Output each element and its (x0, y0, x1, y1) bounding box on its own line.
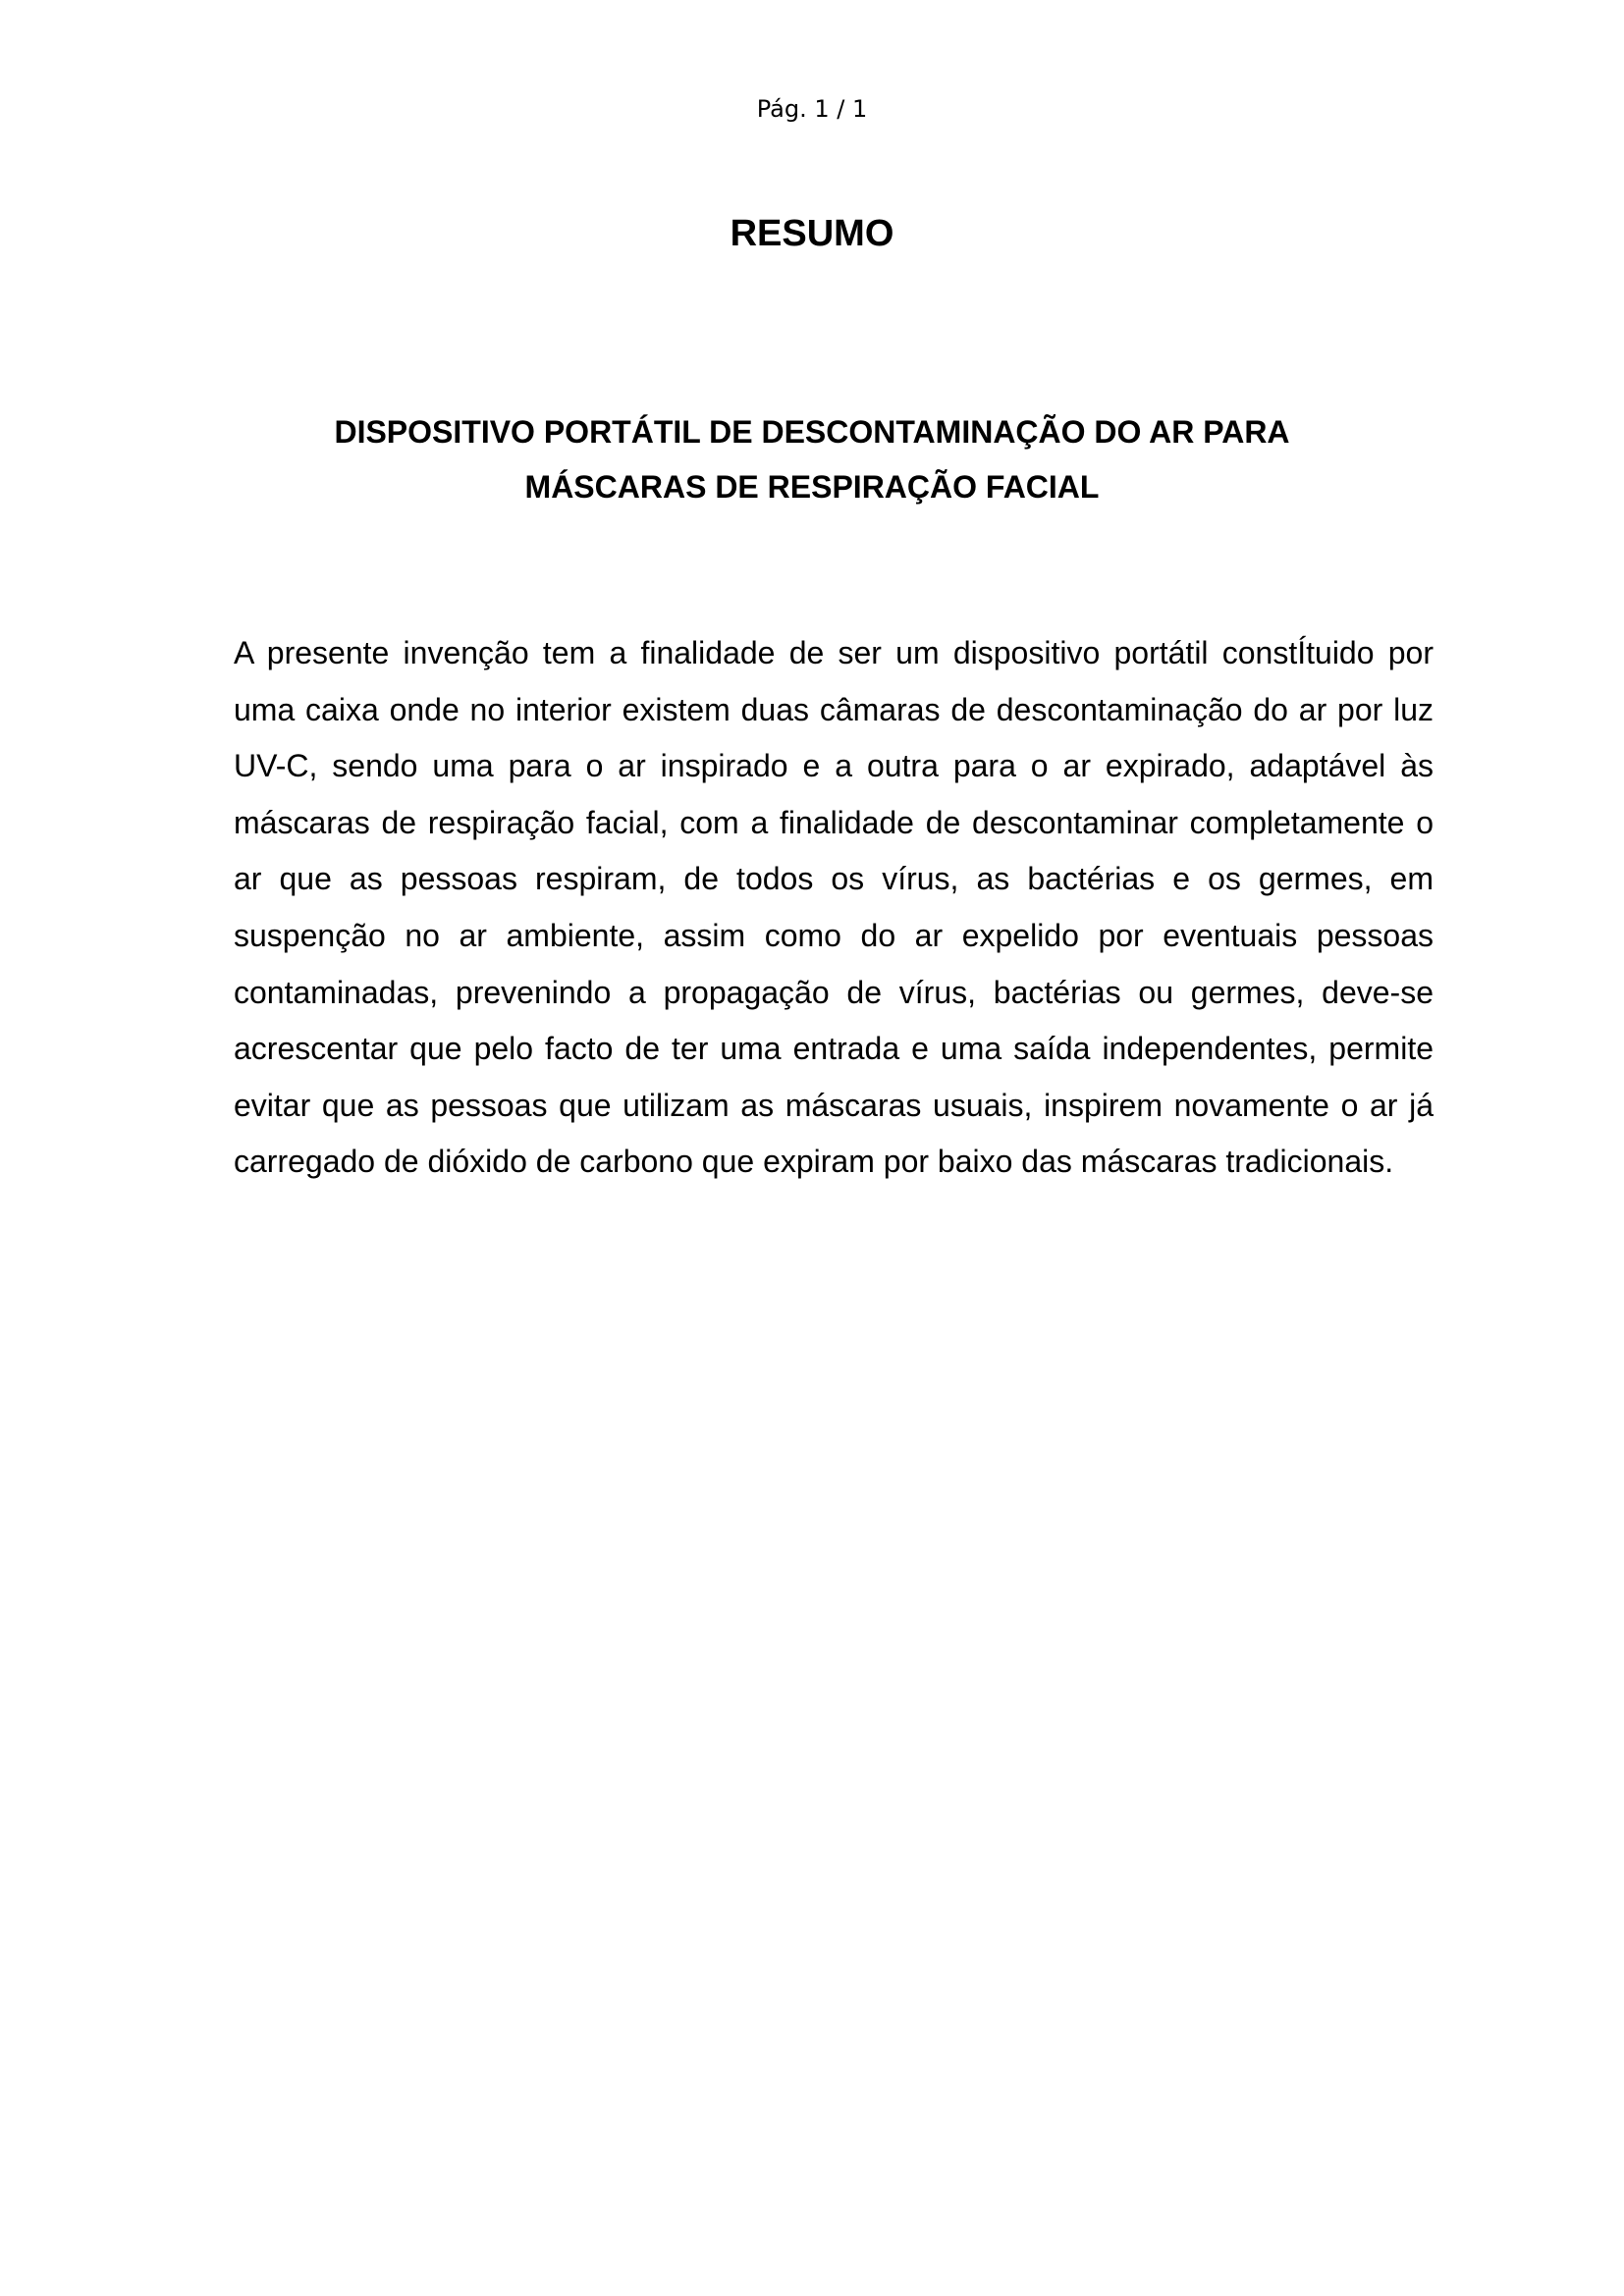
document-title-line-1: DISPOSITIVO PORTÁTIL DE DESCONTAMINAÇÃO DO AR PARA (334, 414, 1290, 450)
section-heading: RESUMO (730, 213, 894, 254)
page-number: Pág. 1 / 1 (756, 95, 868, 123)
abstract-paragraph: A presente invenção tem a finalidade de ser um dispositivo portátil constÍtuido por uma caixa onde no interior existem duas câmaras de descontaminação do ar por luz UV-C, sendo uma para o ar inspirado e a outra para o ar expirado, adaptável às máscaras de respiração facial, com a finalidade de descontaminar completamente o ar que as pessoas respiram, de todos os vírus, as bactérias e os germes, em suspenção no ar ambiente, assim como do ar expelido por eventuais pessoas contaminadas, prevenindo a propagação de vírus, bactérias ou germes, deve-se acrescentar que pelo facto de ter uma entrada e uma saída independentes, permite evitar que as pessoas que utilizam as máscaras usuais, inspirem novamente o ar já carregado de dióxido de carbono que expiram por baixo das máscaras tradicionais. (234, 635, 1434, 1180)
document-title (234, 404, 1390, 514)
document-title-line-2: MÁSCARAS DE RESPIRAÇÃO FACIAL (524, 469, 1100, 505)
